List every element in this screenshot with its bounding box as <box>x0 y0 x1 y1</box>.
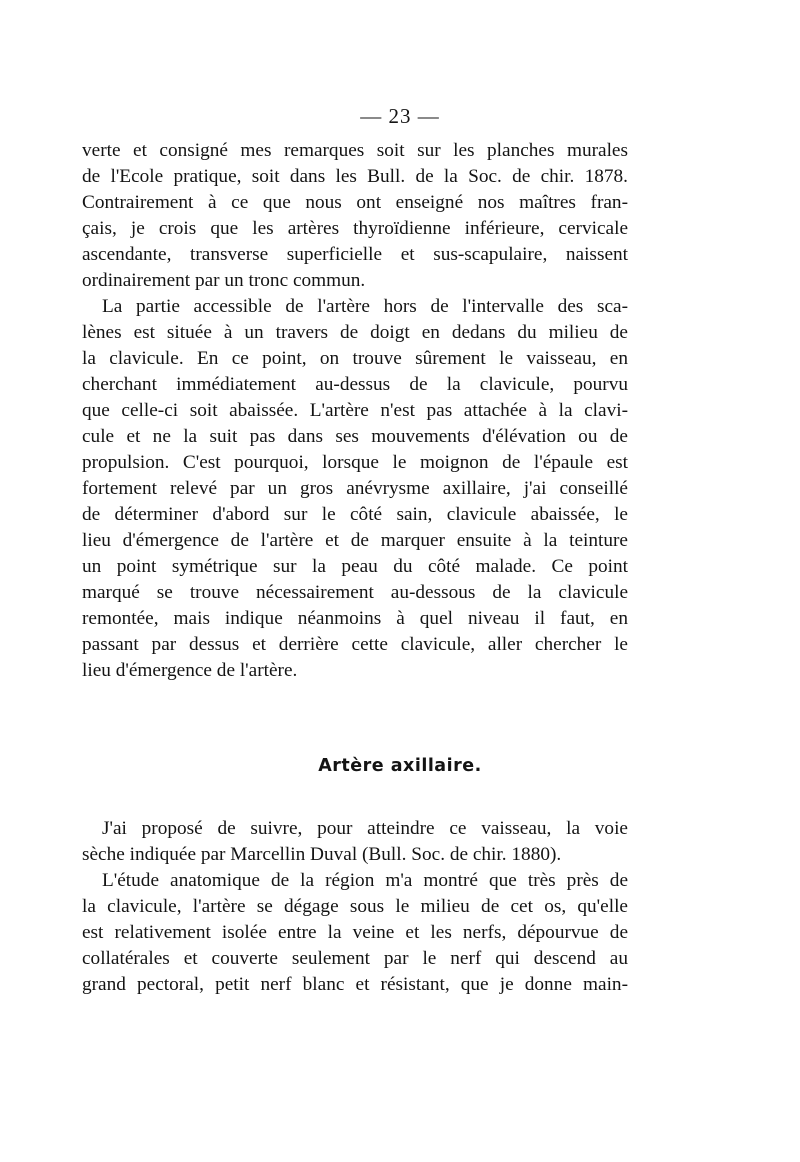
text-line: fortement relevé par un gros anévrysme axillaire, j'ai conseillé <box>82 478 628 499</box>
text-line: propulsion. C'est pourquoi, lorsque le moignon de l'épaule est <box>82 452 628 473</box>
text-line: ordinairement par un tronc commun. <box>82 270 366 291</box>
text-line: collatérales et couverte seulement par le nerf qui descend au <box>82 948 628 969</box>
text-line: La partie accessible de l'artère hors de l'intervalle des sca- <box>102 296 628 317</box>
text-line: que celle-ci soit abaissée. L'artère n'est pas attachée à la clavi- <box>82 400 628 421</box>
text-line: ascendante, transverse superficielle et sus-scapulaire, naissent <box>82 244 628 265</box>
text-block-bottom <box>82 816 628 998</box>
text-line: Contrairement à ce que nous ont enseigné nos maîtres fran- <box>82 192 628 213</box>
text-line: la clavicule, l'artère se dégage sous le milieu de cet os, qu'elle <box>82 896 628 917</box>
text-line: un point symétrique sur la peau du côté malade. Ce point <box>82 556 628 577</box>
text-block-top <box>82 138 628 684</box>
text-line: lieu d'émergence de l'artère. <box>82 660 298 681</box>
text-line: est relativement isolée entre la veine et les nerfs, dépourvue de <box>82 922 628 943</box>
text-line: cule et ne la suit pas dans ses mouvements d'élévation ou de <box>82 426 628 447</box>
text-line: grand pectoral, petit nerf blanc et résistant, que je donne main- <box>82 974 628 995</box>
text-line: de déterminer d'abord sur le côté sain, clavicule abaissée, le <box>82 504 628 525</box>
text-line: çais, je crois que les artères thyroïdienne inférieure, cervicale <box>82 218 628 239</box>
text-line: marqué se trouve nécessairement au-dessous de la clavicule <box>82 582 628 603</box>
text-line: verte et consigné mes remarques soit sur les planches murales <box>82 140 628 161</box>
text-line: cherchant immédiatement au-dessus de la clavicule, pourvu <box>82 374 628 395</box>
text-line: de l'Ecole pratique, soit dans les Bull. de la Soc. de chir. 1878. <box>82 166 628 187</box>
section-heading: Artère axillaire. <box>318 756 482 776</box>
text-line: remontée, mais indique néanmoins à quel niveau il faut, en <box>82 608 628 629</box>
text-line: sèche indiquée par Marcellin Duval (Bull. Soc. de chir. 1880). <box>82 844 562 865</box>
page-number: — 23 — <box>360 104 440 128</box>
text-line: L'étude anatomique de la région m'a montré que très près de <box>102 870 628 891</box>
text-line: J'ai proposé de suivre, pour atteindre ce vaisseau, la voie <box>102 818 628 839</box>
text-line: lieu d'émergence de l'artère et de marquer ensuite à la teinture <box>82 530 628 551</box>
text-line: lènes est située à un travers de doigt en dedans du milieu de <box>82 322 628 343</box>
text-line: passant par dessus et derrière cette clavicule, aller chercher le <box>82 634 628 655</box>
text-line: la clavicule. En ce point, on trouve sûrement le vaisseau, en <box>82 348 628 369</box>
